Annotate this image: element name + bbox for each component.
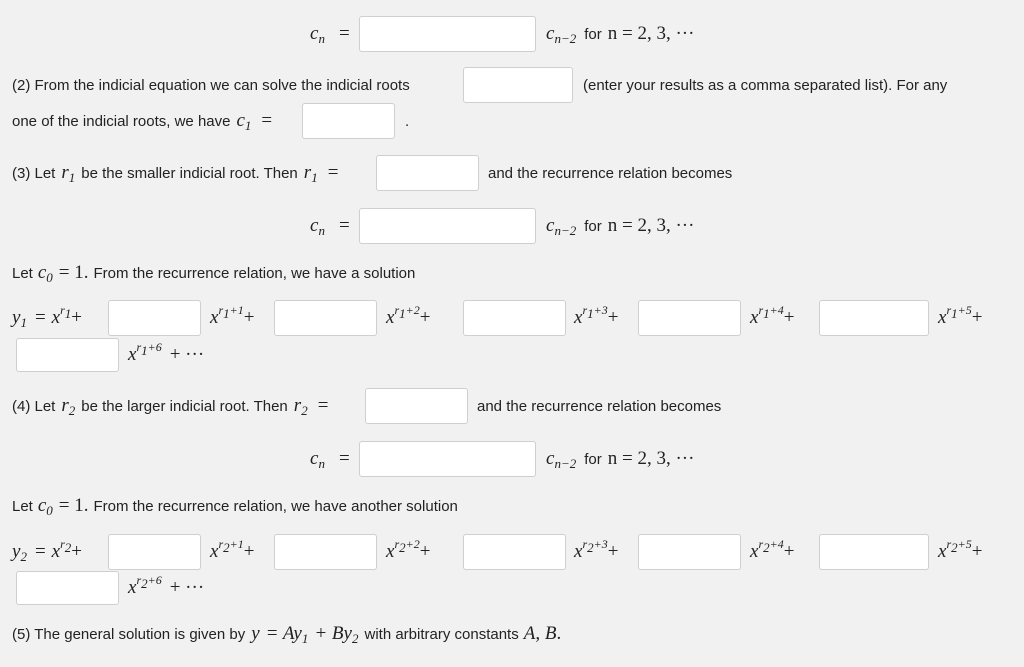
y2-lead: $y_2$ = $x^{r_2}$ + — [12, 537, 82, 564]
c1-period: . — [405, 112, 410, 130]
y1-term-1: $x^{r_1+1}$ + — [210, 303, 255, 328]
recurrence-row-3: $c_n$ = — [310, 448, 350, 471]
y2-term-5: $x^{r_2+5}$ + — [938, 537, 983, 562]
y1-coefficient-input-3[interactable] — [463, 300, 566, 336]
y1-coefficient-input-1[interactable] — [108, 300, 201, 336]
y1-coefficient-input-2[interactable] — [274, 300, 377, 336]
y1-coefficient-input-6[interactable] — [16, 338, 119, 372]
recurrence-row-1 — [310, 16, 350, 52]
r1-symbol: $r_1$ — [61, 162, 76, 185]
part5-general-solution: (5) The general solution is given by y = $Ay_1$ + $By_2$ with arbitrary constants A, B . — [12, 623, 562, 646]
recurrence-2-suffix: $c_{n-2}$ for n = 2, 3, ··· — [546, 215, 695, 238]
y1-term-3: $x^{r_1+3}$ + — [574, 303, 619, 328]
part3-recurrence-text: and the recurrence relation becomes — [488, 164, 733, 182]
y2-term-3: $x^{r_2+3}$ + — [574, 537, 619, 562]
y2-coefficient-input-3[interactable] — [463, 534, 566, 570]
indicial-roots-input[interactable] — [463, 67, 573, 103]
y1-coefficient-input-5[interactable] — [819, 300, 929, 336]
part4-let-c0: Let $c_0$ = 1. From the recurrence relation, we have another solution — [12, 495, 458, 518]
c1-input[interactable] — [302, 103, 395, 139]
recurrence-3-coefficient-input[interactable] — [359, 441, 536, 477]
r2-input[interactable] — [365, 388, 468, 424]
y2-term-2: $x^{r_2+2}$ + — [386, 537, 431, 562]
y1-term-5: $x^{r_1+5}$ + — [938, 303, 983, 328]
part2-text-b: (enter your results as a comma separated list). For any — [583, 76, 948, 94]
recurrence-1-suffix: $c_{n-2}$ for n = 2, 3, ··· — [546, 23, 695, 46]
recurrence-2-coefficient-input[interactable] — [359, 208, 536, 244]
y1-term-6: $x^{r_1+6}$ + ··· — [128, 340, 205, 365]
recurrence-row-2: $c_n$ = — [310, 215, 350, 238]
recurrence-1-coefficient-input[interactable] — [359, 16, 536, 52]
part3-let-c0: Let $c_0$ = 1. From the recurrence relation, we have a solution — [12, 262, 416, 285]
part2-c1-row: one of the indicial roots, we have $c_1$ = — [12, 110, 273, 133]
recurrence-3-suffix: $c_{n-2}$ for n = 2, 3, ··· — [546, 448, 695, 471]
y1-term-2: $x^{r_1+2}$ + — [386, 303, 431, 328]
y2-coefficient-input-4[interactable] — [638, 534, 741, 570]
y2-term-6: $x^{r_2+6}$ + ··· — [128, 573, 205, 598]
y2-coefficient-input-5[interactable] — [819, 534, 929, 570]
part4-recurrence-text: and the recurrence relation becomes — [477, 397, 722, 415]
equals-sign: = — [338, 23, 350, 44]
part3-intro: (3) Let $r_1$ be the smaller indicial root. Then $r_1$ = — [12, 162, 339, 185]
y1-lead: $y_1$ = $x^{r_1}$ + — [12, 303, 82, 330]
part4-intro: (4) Let $r_2$ be the larger indicial root. Then $r_2$ = — [12, 395, 329, 418]
y1-term-4: $x^{r_1+4}$ + — [750, 303, 795, 328]
y2-coefficient-input-6[interactable] — [16, 571, 119, 605]
y2-term-4: $x^{r_2+4}$ + — [750, 537, 795, 562]
y2-coefficient-input-2[interactable] — [274, 534, 377, 570]
y2-term-1: $x^{r_2+1}$ + — [210, 537, 255, 562]
r2-symbol: $r_2$ — [61, 395, 76, 418]
y2-coefficient-input-1[interactable] — [108, 534, 201, 570]
r1-input[interactable] — [376, 155, 479, 191]
part2-text-a: (2) From the indicial equation we can solve the indicial roots — [12, 76, 410, 94]
c1-symbol: $c_1$ — [236, 110, 252, 133]
y1-coefficient-input-4[interactable] — [638, 300, 741, 336]
cn-symbol: $c_n$ — [310, 23, 325, 46]
